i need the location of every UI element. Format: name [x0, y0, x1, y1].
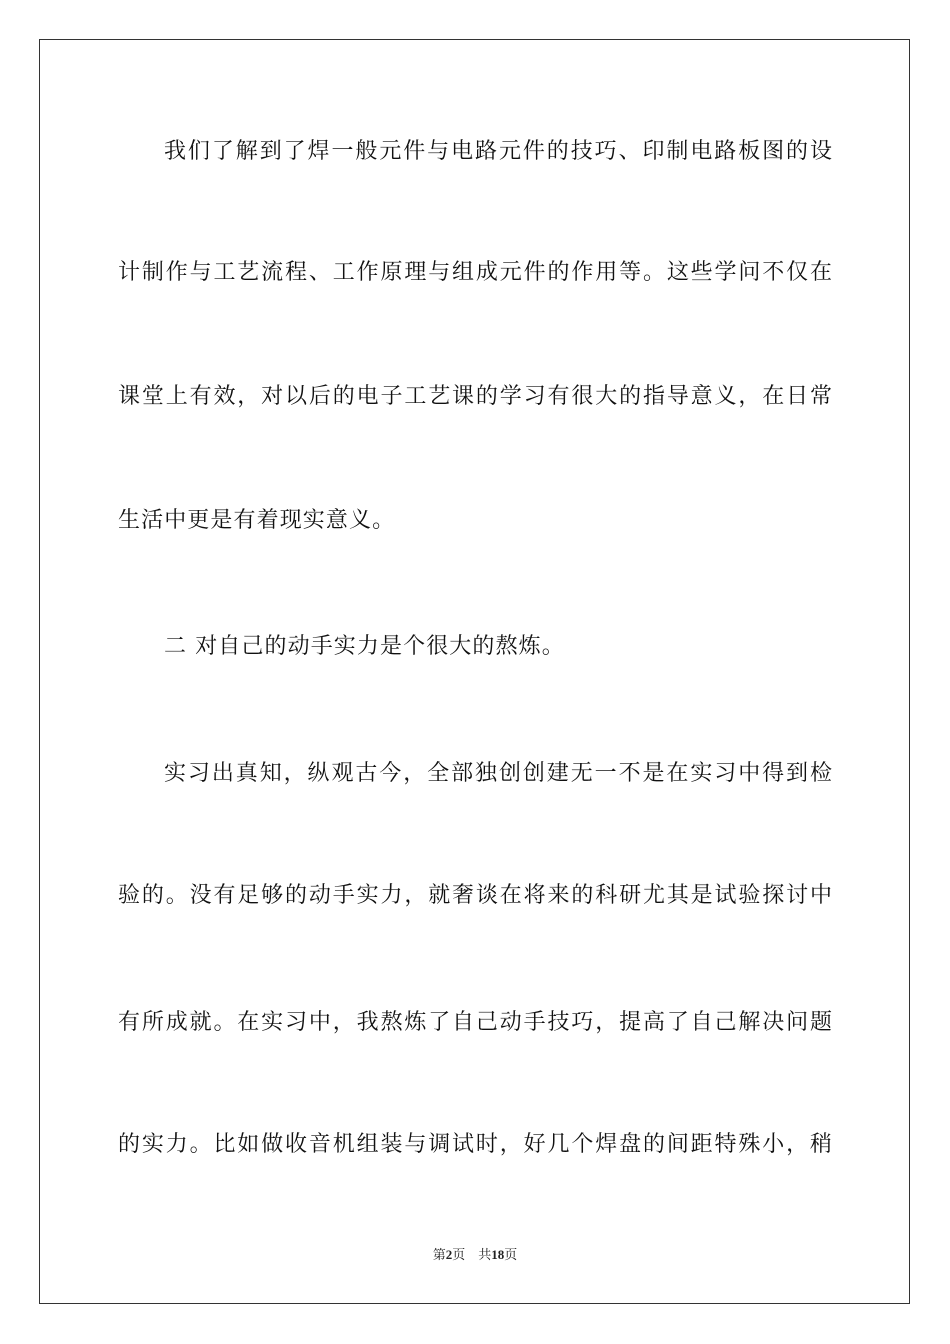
text-line-8: 有所成就。在实习中，我熬炼了自己动手技巧，提高了自己解决问题: [118, 1010, 832, 1035]
page-footer: [0, 1247, 950, 1263]
footer-suffix: 页: [504, 1247, 518, 1262]
section-heading: 二 对自己的动手实力是个很大的熬炼。: [164, 634, 565, 659]
text-line-1: 我们了解到了焊一般元件与电路元件的技巧、印制电路板图的设: [164, 139, 832, 164]
footer-page-current: 2: [445, 1247, 453, 1262]
footer-mid: 页 共: [452, 1247, 492, 1262]
text-line-9: 的实力。比如做收音机组装与调试时，好几个焊盘的间距特殊小，稍: [118, 1132, 832, 1157]
text-line-3: 课堂上有效，对以后的电子工艺课的学习有很大的指导意义，在日常: [118, 384, 832, 409]
text-line-7: 验的。没有足够的动手实力，就奢谈在将来的科研尤其是试验探讨中: [118, 883, 832, 908]
text-line-4: 生活中更是有着现实意义。: [118, 508, 396, 533]
page-frame: [39, 39, 910, 1304]
text-line-6: 实习出真知，纵观古今，全部独创创建无一不是在实习中得到检: [164, 761, 832, 786]
text-line-2: 计制作与工艺流程、工作原理与组成元件的作用等。这些学问不仅在: [118, 260, 832, 285]
footer-prefix: 第: [432, 1247, 446, 1262]
footer-page-total: 18: [491, 1247, 505, 1262]
